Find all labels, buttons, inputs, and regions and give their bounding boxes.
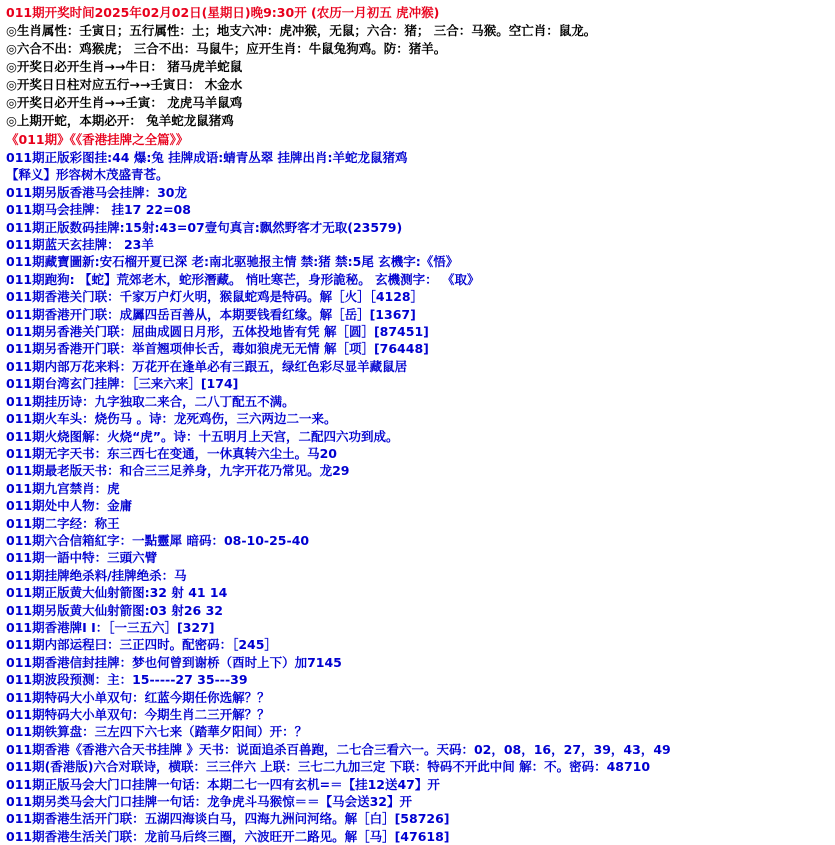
body-line-38: 011期香港生活开门联：五湖四海谈白马，四海九洲问河络。解［白］[58726]: [6, 811, 450, 827]
body-line-23: 011期一語中特：三頭六臂: [6, 550, 158, 566]
body-line-34: 011期香港《香港六合天书挂牌 》天书：说面追杀百兽跑，二七合三看六一。天码：02，08，16，27，39，43，49: [6, 741, 671, 757]
body-line-30: 011期波段预测：主：15-----27 35---39: [6, 672, 248, 688]
body-line-31: 011期特码大小单双句：红蓝今期任你选解？？: [6, 689, 270, 705]
header-line-1: ◎六合不出：鸡猴虎； 三合不出：马鼠牛；应开生肖：牛鼠兔狗鸡。防：猪羊。: [6, 41, 447, 56]
body-line-5: 011期蓝天玄挂牌： 23羊: [6, 237, 154, 253]
body-line-22: 011期六合信箱紅字：一點靈犀 暗码：08-10-25-40: [6, 532, 310, 548]
body-line-21: 011期二字经：称王: [6, 515, 120, 531]
body-line-2: 011期另版香港马会挂牌：30龙: [6, 184, 187, 200]
body-line-3: 011期马会挂牌： 挂17 22=08: [6, 202, 191, 218]
body-line-33: 011期铁算盘：三左四下六七来（踏華夕阳间）开：？: [6, 724, 308, 740]
body-line-18: 011期最老版天书：和合三三足养身，九字开花乃常见。龙29: [6, 463, 350, 479]
open-time-line: 011期开奖时间2025年02月02日(星期日)晚9:30开 (农历一月初五 虎冲猴): [6, 5, 440, 20]
body-line-27: 011期香港牌Ⅰ Ⅰ：［一三五六］[327]: [6, 619, 215, 635]
body-line-6: 011期藏寶圖新:安石榴开夏已深 老:南北驱驰报主情 禁:猪 禁:5尾 玄機字:《悟》: [6, 254, 459, 270]
header-line-3: ◎开奖日日柱对应五行→→壬寅日： 木金水: [6, 77, 243, 92]
body-line-28: 011期内部运程曰：三正四时。配密码：［245］: [6, 637, 277, 653]
body-line-29: 011期香港信封挂牌：梦也何曾到谢桥（酉时上下）加7145: [6, 654, 342, 670]
body-line-19: 011期九宫禁肖：虎: [6, 480, 120, 496]
header-line-0: ◎生肖属性：壬寅日；五行属性：土；地支六冲：虎冲猴，无鼠；六合：猪； 三合：马猴。空亡肖：鼠龙。: [6, 23, 597, 38]
body-line-26: 011期另版黄大仙射箭图:03 射26 32: [6, 602, 223, 618]
body-line-11: 011期另香港开门联：举首翘项伸长舌，毒如狼虎无无情 解［项］[76448]: [6, 341, 429, 357]
page-title: 《011期》《《香港挂牌之全篇》》: [6, 132, 189, 147]
header-line-4: ◎开奖日必开生肖→→壬寅： 龙虎马羊鼠鸡: [6, 95, 243, 110]
body-line-25: 011期正版黄大仙射箭图:32 射 41 14: [6, 585, 228, 601]
body-line-20: 011期处中人物：金庸: [6, 498, 133, 514]
body-line-9: 011期香港开门联：成羼四岳百善从，本期要钱看红缘。解［岳］[1367]: [6, 306, 416, 322]
body-line-37: 011期另类马会大门口挂牌一句话：龙争虎斗马猴惊＝＝【马会送32】开: [6, 794, 412, 810]
body-line-4: 011期正版数码挂牌:15射:43=07壹句真言:飘然野客才无取(23579): [6, 219, 403, 235]
body-line-13: 011期台湾玄门挂牌：［三来六来］[174]: [6, 376, 239, 392]
body-line-16: 011期火烧图解：火烧“虎”。诗：十五明月上天宫，二配四六功到成。: [6, 428, 399, 444]
body-line-0: 011期正版彩图挂:44 爆:兔 挂牌成语:蜻青丛翠 挂牌出肖:羊蛇龙鼠猪鸡: [6, 150, 408, 165]
body-line-10: 011期另香港关门联：屈曲成圆日月形，五体投地皆有凭 解［圆］[87451]: [6, 324, 429, 340]
body-line-8: 011期香港关门联：千家万户灯火明，猴鼠蛇鸡是特码。解［火］［4128］: [6, 289, 424, 305]
body-line-17: 011期无字天书：东三西七在变通，一休真转六尘土。马20: [6, 445, 337, 461]
body-line-39: 011期香港生活关门联：龙前马后终三圈，六波旺开二路见。解［马］[47618]: [6, 828, 450, 844]
body-line-15: 011期火车头：烧伤马 。诗：龙死鸡伤，三六两边二一来。: [6, 411, 337, 427]
body-line-1: 【释义】形容树木茂盛青苍。: [6, 167, 169, 183]
body-line-14: 011期挂历诗：九字独取二来合，二八丁配五不满。: [6, 393, 295, 409]
body-line-32: 011期特码大小单双句：今期生肖二三开解？？: [6, 707, 270, 722]
body-line-35: 011期(香港版)六合对联诗，横联：三三伴六 上联：三七二九加三定 下联：特码不开此中间 解：不。密码：48710: [6, 759, 651, 775]
header-line-2: ◎开奖日必开生肖→→牛日： 猪马虎羊蛇鼠: [6, 59, 243, 74]
header-line-5: ◎上期开蛇，本期必开： 兔羊蛇龙鼠猪鸡: [6, 113, 234, 128]
body-line-12: 011期内部万花来料：万花开在逢单必有三跟五，绿红色彩尽显羊藏鼠居: [6, 358, 408, 374]
body-line-24: 011期挂牌绝杀料/挂牌绝杀：马: [6, 567, 187, 583]
body-line-36: 011期正版马会大门口挂牌一句话：本期二七一四有玄机=＝【挂12送47】开: [6, 776, 440, 792]
body-line-7: 011期跑狗: 【蛇】荒郊老木，蛇形潛藏。 悄吐寒芒，身形詭秘。 玄機测字： 《取》: [6, 271, 480, 287]
